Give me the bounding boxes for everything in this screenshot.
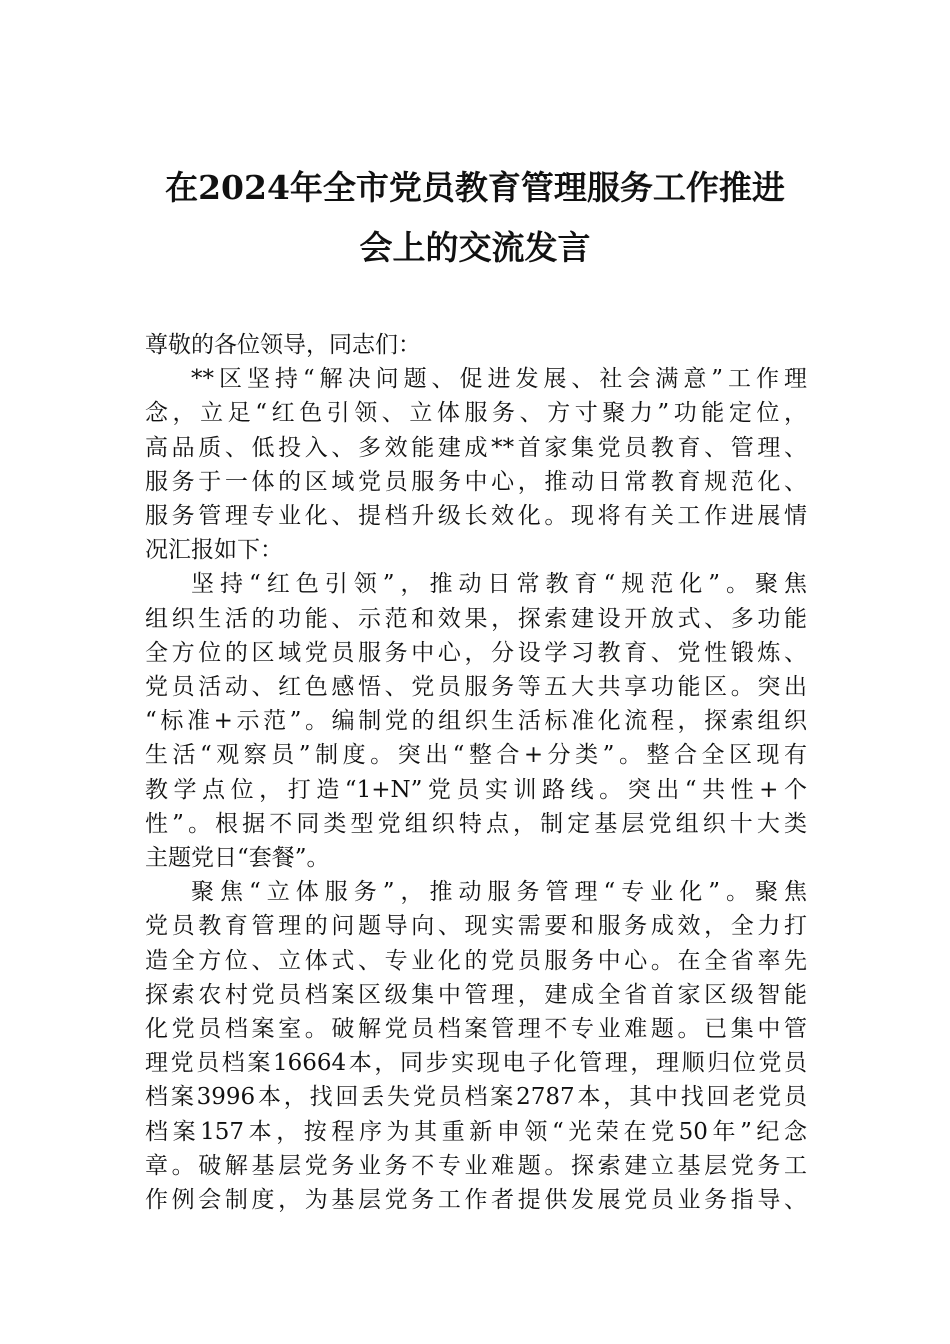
body-line: 教学点位，打造“1+N”党员实训路线。突出“共性+个 <box>145 776 807 803</box>
body-line: 探索农村党员档案区级集中管理，建成全省首家区级智能 <box>145 981 807 1008</box>
body-line: 主题党日“套餐”。 <box>145 845 330 872</box>
title-line-2: 会上的交流发言 <box>359 228 591 267</box>
body-line: 党员活动、红色感悟、党员服务等五大共享功能区。突出 <box>145 674 807 701</box>
body-line: 党员教育管理的问题导向、现实需要和服务成效，全力打 <box>145 913 807 940</box>
body-line: 服务于一体的区域党员服务中心，推动日常教育规范化、 <box>145 468 807 495</box>
body-line: 尊敬的各位领导，同志们： <box>145 332 421 358</box>
body-line: 档案157本，按程序为其重新申领“光荣在党50年”纪念 <box>145 1118 807 1145</box>
body-line: 高品质、低投入、多效能建成**首家集党员教育、管理、 <box>145 434 807 461</box>
body-line: 档案3996本，找回丢失党员档案2787本，其中找回老党员 <box>145 1084 807 1111</box>
body-line: 况汇报如下： <box>145 537 283 564</box>
body-line: 生活“观察员”制度。突出“整合+分类”。整合全区现有 <box>145 742 807 769</box>
body-line: 坚持“红色引领”，推动日常教育“规范化”。聚焦 <box>191 571 807 598</box>
body-line: 造全方位、立体式、专业化的党员服务中心。在全省率先 <box>145 947 807 974</box>
body-line: “标准+示范”。编制党的组织生活标准化流程，探索组织 <box>145 708 807 735</box>
body-line: 理党员档案16664本，同步实现电子化管理，理顺归位党员 <box>145 1050 807 1077</box>
title-line-1: 在2024年全市党员教育管理服务工作推进 <box>165 168 785 207</box>
body-line: 念，立足“红色引领、立体服务、方寸聚力”功能定位， <box>145 400 807 427</box>
body-line: 作例会制度，为基层党务工作者提供发展党员业务指导、 <box>145 1187 807 1214</box>
body-line: 组织生活的功能、示范和效果，探索建设开放式、多功能 <box>145 605 807 632</box>
body-line: **区坚持“解决问题、促进发展、社会满意”工作理 <box>191 366 807 393</box>
document-body <box>145 328 807 1217</box>
document-title <box>120 158 830 278</box>
body-line: 化党员档案室。破解党员档案管理不专业难题。已集中管 <box>145 1016 807 1043</box>
body-line: 性”。根据不同类型党组织特点，制定基层党组织十大类 <box>145 810 807 837</box>
body-line: 章。破解基层党务业务不专业难题。探索建立基层党务工 <box>145 1152 807 1179</box>
body-line: 全方位的区域党员服务中心，分设学习教育、党性锻炼、 <box>145 639 807 666</box>
body-line: 服务管理专业化、提档升级长效化。现将有关工作进展情 <box>145 503 807 530</box>
body-line: 聚焦“立体服务”，推动服务管理“专业化”。聚焦 <box>191 879 807 906</box>
